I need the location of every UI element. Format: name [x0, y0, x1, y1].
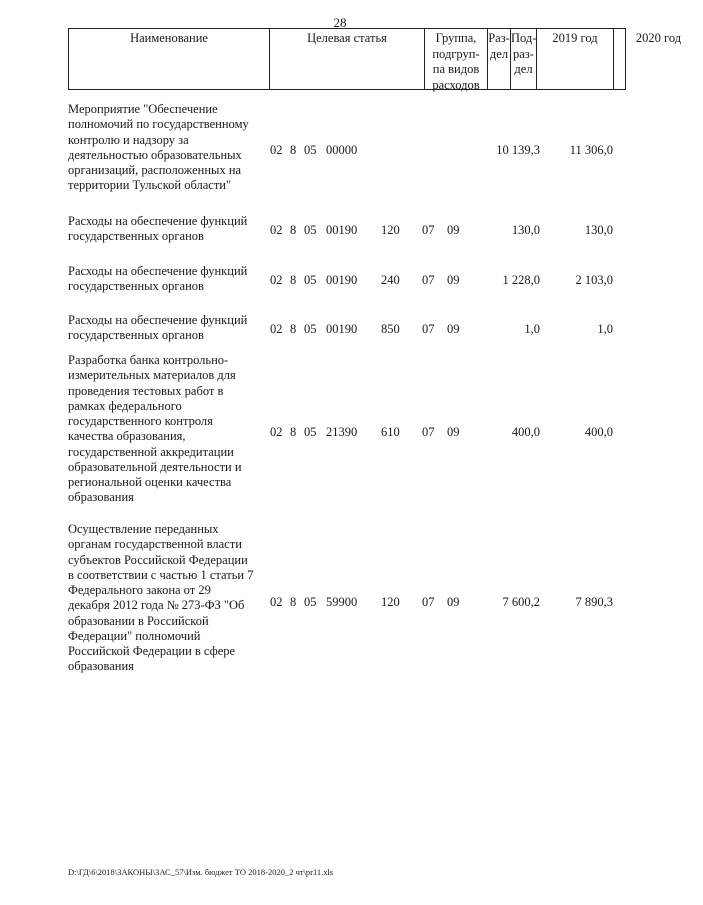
row-2020: 130,0 — [584, 223, 613, 237]
row-2019: 1 228,0 — [502, 273, 540, 287]
row-2020: 400,0 — [584, 425, 613, 439]
row-subsection: 09 — [447, 223, 460, 237]
row-event: 05 — [304, 595, 317, 609]
row-direction: 00000 — [326, 143, 358, 157]
header-2019: 2019 год — [536, 29, 613, 89]
row-program: 02 — [270, 322, 283, 336]
row-event: 05 — [304, 273, 317, 287]
row-subsection: 09 — [447, 322, 460, 336]
header-target: Целевая статья — [269, 29, 424, 89]
row-name: Расходы на обеспечение функций государственных органов — [68, 264, 248, 294]
row-subsection: 09 — [447, 425, 460, 439]
row-program: 02 — [270, 595, 283, 609]
row-section: 07 — [422, 425, 435, 439]
header-2020: 2020 год — [613, 29, 703, 89]
file-path-footer: D:\ГД\6\2018\ЗАКОНЫ\ЗАС_57\Изм. бюджет ТО 2018-2020_2 чт\pr11.xls — [68, 867, 334, 877]
row-direction: 00190 — [326, 322, 358, 336]
header-group: Группа, подгруп- па видов расходов — [424, 29, 487, 89]
row-name: Мероприятие "Обеспечение полномочий по государственному контролю и надзору за деятельностью образовательных организаций, расположенных на территории Тульской области" — [68, 102, 249, 193]
row-subsection: 09 — [447, 273, 460, 287]
row-2020: 11 306,0 — [569, 143, 613, 157]
row-section: 07 — [422, 322, 435, 336]
row-event: 05 — [304, 143, 317, 157]
row-subprogram: 8 — [290, 273, 297, 287]
row-2019: 10 139,3 — [496, 143, 540, 157]
table-header — [68, 28, 682, 92]
row-event: 05 — [304, 425, 317, 439]
row-group: 240 — [381, 273, 400, 287]
row-program: 02 — [270, 273, 283, 287]
row-subsection: 09 — [447, 595, 460, 609]
row-subprogram: 8 — [290, 143, 297, 157]
row-program: 02 — [270, 223, 283, 237]
row-section: 07 — [422, 273, 435, 287]
row-2019: 1,0 — [524, 322, 540, 336]
row-section: 07 — [422, 595, 435, 609]
row-name: Расходы на обеспечение функций государственных органов — [68, 313, 248, 343]
row-name: Осуществление переданных органам государственной власти субъектов Российской Федерации в соответствии с частью 1 статьи 7 Федерального закона от 29 декабря 2012 года № 273-ФЗ "Об образовании в Российской Федерации" полномочий Российской Федерации в сфере образования — [68, 522, 254, 674]
row-2019: 7 600,2 — [502, 595, 540, 609]
row-direction: 00190 — [326, 273, 358, 287]
row-direction: 21390 — [326, 425, 358, 439]
row-subprogram: 8 — [290, 223, 297, 237]
row-group: 610 — [381, 425, 400, 439]
row-direction: 59900 — [326, 595, 358, 609]
row-name: Расходы на обеспечение функций государственных органов — [68, 214, 248, 244]
row-2019: 400,0 — [511, 425, 540, 439]
row-2020: 2 103,0 — [575, 273, 613, 287]
row-2020: 7 890,3 — [575, 595, 613, 609]
page-number: 28 — [333, 15, 347, 30]
row-name: Разработка банка контрольно- измерительных материалов для проведения тестовых работ в рамках федерального государственного контроля качества образования, государственной аккредитации образовательной деятельности и региональной оценки качества образования — [68, 353, 242, 505]
header-subsection: Под- раз- дел — [510, 29, 536, 89]
row-section: 07 — [422, 223, 435, 237]
row-group: 120 — [381, 223, 400, 237]
row-2019: 130,0 — [511, 223, 540, 237]
row-2020: 1,0 — [597, 322, 613, 336]
row-group: 120 — [381, 595, 400, 609]
header-section: Раз- дел — [487, 29, 510, 89]
row-subprogram: 8 — [290, 425, 297, 439]
row-subprogram: 8 — [290, 322, 297, 336]
row-program: 02 — [270, 425, 283, 439]
row-program: 02 — [270, 143, 283, 157]
header-name: Наименование — [130, 31, 208, 45]
row-event: 05 — [304, 322, 317, 336]
row-group: 850 — [381, 322, 400, 336]
row-event: 05 — [304, 223, 317, 237]
row-subprogram: 8 — [290, 595, 297, 609]
row-direction: 00190 — [326, 223, 358, 237]
